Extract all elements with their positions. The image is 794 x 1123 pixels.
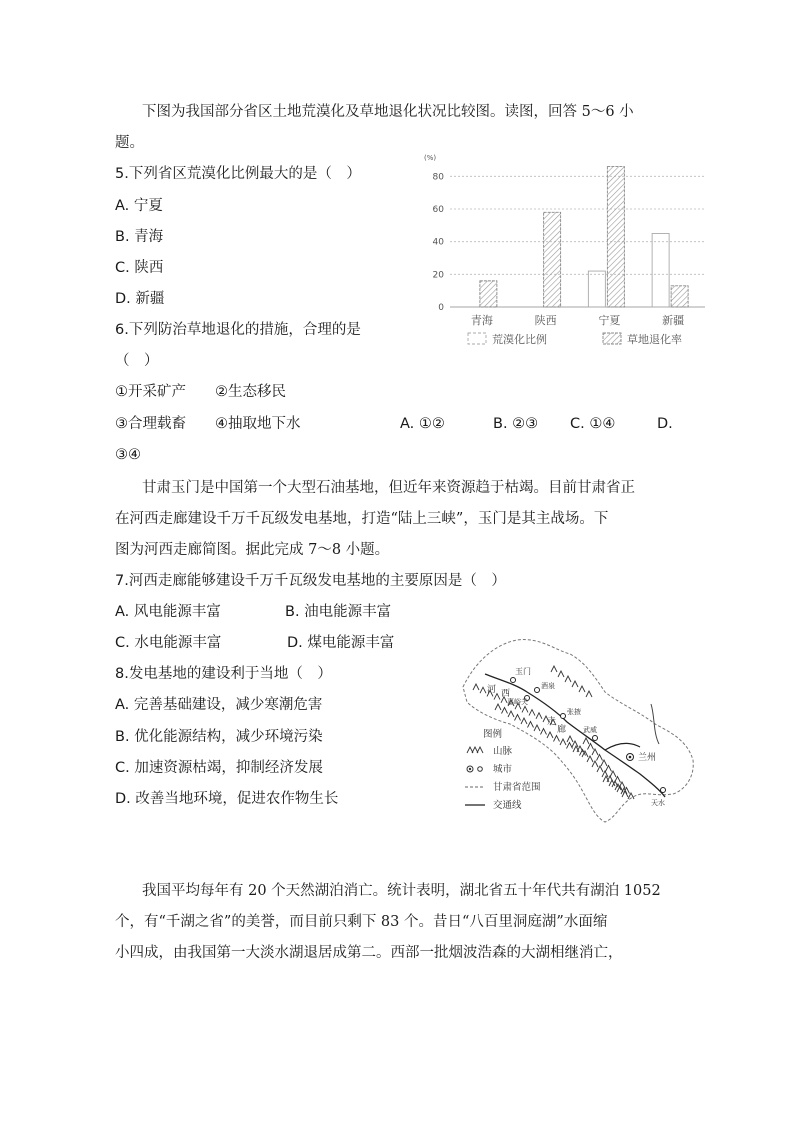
legend-mountain-label: 山脉 <box>493 746 513 757</box>
q6-choice-d-value: ③④ <box>115 447 141 463</box>
q6-choice-b: B. ②③ <box>493 416 539 432</box>
intro-text-2-cont2: 图为河西走廊简图。据此完成 7～8 小题。 <box>115 542 390 558</box>
intro-text-1: 下图为我国部分省区土地荒漠化及草地退化状况比较图。读图，回答 5～6 小 <box>142 104 634 120</box>
q6-choice-c: C. ①④ <box>570 416 616 432</box>
q6-items-line-2: ③合理载畜 ④抽取地下水 <box>115 416 301 432</box>
label-xi: 西 <box>501 689 511 699</box>
mountain-symbol <box>565 676 571 682</box>
label-wuwei: 武威 <box>583 726 597 734</box>
legend-label-desertification: 荒漠化比例 <box>492 333 547 346</box>
mountain-symbol <box>586 691 592 697</box>
mountain-symbol <box>508 711 514 717</box>
legend-boundary-label: 甘肃省范围 <box>493 782 541 793</box>
label-yumen: 玉门 <box>515 667 531 676</box>
label-zou: 走 <box>547 717 557 727</box>
q8-option-b: B. 优化能源结构，减少环境污染 <box>115 729 323 745</box>
label-lang: 廊 <box>557 725 567 735</box>
y-tick-label: 0 <box>438 303 444 313</box>
mountain-symbol <box>541 729 547 735</box>
question-7-stem: 7.河西走廊能够建设千万千瓦级发电基地的主要原因是（ ） <box>115 573 506 589</box>
mountain-symbol <box>551 666 557 672</box>
desertification-bar-chart <box>420 150 710 355</box>
q7-option-d: D. 煤电能源丰富 <box>287 635 395 651</box>
q7-option-b: B. 油电能源丰富 <box>285 604 392 620</box>
intro-text-1-cont: 题。 <box>115 135 144 151</box>
y-tick-label: 60 <box>432 205 444 215</box>
label-he: 河 <box>487 685 497 695</box>
legend-transport-label: 交通线 <box>493 800 522 811</box>
question-8-stem: 8.发电基地的建设利于当地（ ） <box>115 666 332 682</box>
transport-line-branch <box>605 743 640 750</box>
mountain-symbol <box>558 671 564 677</box>
q6-choice-a: A. ①② <box>400 416 445 432</box>
q8-option-d: D. 改善当地环境，促进农作物生长 <box>115 791 339 807</box>
y-tick-label: 20 <box>432 270 444 281</box>
mountain-symbol <box>522 706 528 712</box>
transport-line <box>485 674 665 797</box>
bar-grassland-degradation <box>607 167 624 307</box>
label-lanzhou: 兰州 <box>638 753 657 763</box>
q5-option-d: D. 新疆 <box>115 291 165 307</box>
category-label: 青海 <box>470 314 493 327</box>
q6-choice-d: D. <box>657 416 673 432</box>
mountain-symbol <box>521 718 527 724</box>
legend-title: 图例 <box>483 729 503 740</box>
q5-option-b: B. 青海 <box>115 229 164 245</box>
question-6-stem: 6.下列防治草地退化的措施，合理的是 <box>115 322 361 338</box>
map-legend <box>465 728 541 811</box>
category-label: 陕西 <box>534 314 557 327</box>
y-tick-label: 80 <box>432 172 444 183</box>
mountain-symbol <box>601 760 607 766</box>
mountain-symbol <box>534 725 540 731</box>
bar-desertification <box>588 271 605 307</box>
mountain-symbol <box>536 713 542 719</box>
legend-label-grassland: 草地退化率 <box>627 333 682 346</box>
y-tick-label: 40 <box>432 237 444 248</box>
mountain-symbol <box>567 743 573 749</box>
bar-desertification <box>652 234 669 308</box>
mountain-symbol <box>606 766 612 772</box>
q5-option-c: C. 陕西 <box>115 260 164 276</box>
q8-option-a: A. 完善基础建设，减少寒潮危害 <box>115 697 323 713</box>
question-5-stem: 5.下列省区荒漠化比例最大的是（ ） <box>115 166 361 182</box>
label-zhangye: 张掖 <box>567 708 581 716</box>
y-unit-label: (%) <box>424 154 437 162</box>
mountain-symbol <box>615 777 621 783</box>
paragraph-lakes-2: 个，有“千湖之省”的美誉，而目前只剩下 83 个。昔日“八百里洞庭湖”水面缩 <box>115 914 608 930</box>
mountain-symbol <box>583 738 589 744</box>
legend-city-label: 城市 <box>493 764 513 775</box>
mountain-symbol <box>597 755 603 761</box>
mountain-symbol <box>592 749 598 755</box>
q7-option-c: C. 水电能源丰富 <box>115 635 222 651</box>
legend-swatch-desertification <box>468 333 486 344</box>
mountain-symbol <box>588 744 594 750</box>
chart-gridlines <box>450 176 705 274</box>
mountain-symbol <box>610 771 616 777</box>
category-label: 宁夏 <box>598 314 621 327</box>
intro-text-2-cont: 在河西走廊建设千万千瓦级发电基地，打造“陆上三峡”，玉门是其主战场。下 <box>115 511 609 527</box>
hexi-corridor-map <box>455 632 705 832</box>
bar-grassland-degradation <box>544 212 561 307</box>
mountain-symbol <box>547 732 553 738</box>
category-label: 新疆 <box>662 314 685 327</box>
legend-mountain-symbol <box>467 747 483 753</box>
chart-category-labels <box>471 313 684 327</box>
bar-grassland-degradation <box>671 286 688 307</box>
mountain-symbol <box>579 686 585 692</box>
mountain-symbol <box>560 739 566 745</box>
city-wuwei <box>593 736 598 741</box>
q5-option-a: A. 宁夏 <box>115 198 163 214</box>
mountain-symbol <box>480 687 486 693</box>
mountain-symbol <box>502 708 508 714</box>
chart-legend <box>468 332 682 346</box>
city-zhangye <box>561 714 566 719</box>
label-jiuquan: 酒泉 <box>541 682 555 690</box>
city-yumen <box>511 678 516 683</box>
paragraph-lakes-1: 我国平均每年有 20 个天然湖泊消亡。统计表明，湖北省五十年代共有湖泊 1052 <box>142 883 661 899</box>
q8-option-c: C. 加速资源枯竭，抑制经济发展 <box>115 760 323 776</box>
bar-grassland-degradation <box>480 281 497 307</box>
paragraph-lakes-3: 小四成，由我国第一大淡水湖退居成第二。西部一批烟波浩森的大湖相继消亡， <box>115 945 623 961</box>
q6-items-line-1: ①开采矿产 ②生态移民 <box>115 384 286 400</box>
city-tianshui <box>661 788 666 793</box>
mountain-symbol <box>572 681 578 687</box>
city-lanzhou-center <box>629 756 632 759</box>
legend-swatch-grassland <box>603 333 621 344</box>
q7-option-a: A. 风电能源丰富 <box>115 604 221 620</box>
mountain-symbol <box>473 684 479 690</box>
intro-text-2: 甘肃玉门是中国第一个大型石油基地，但近年来资源趋于枯竭。目前甘肃省正 <box>142 480 635 496</box>
chart-bars <box>480 167 688 307</box>
mountain-symbol <box>515 715 521 721</box>
mountain-symbol <box>567 736 573 742</box>
mountain-symbol <box>528 722 534 728</box>
question-6-paren: （ ） <box>115 353 159 369</box>
mountain-symbol <box>529 710 535 716</box>
label-jiayuguan: 嘉峪关 <box>507 698 528 706</box>
label-tianshui: 天水 <box>651 799 665 807</box>
legend-city-symbol <box>467 766 482 772</box>
city-jiuquan <box>535 688 540 693</box>
mountain-symbol <box>495 704 501 710</box>
mountain-symbol <box>554 736 560 742</box>
